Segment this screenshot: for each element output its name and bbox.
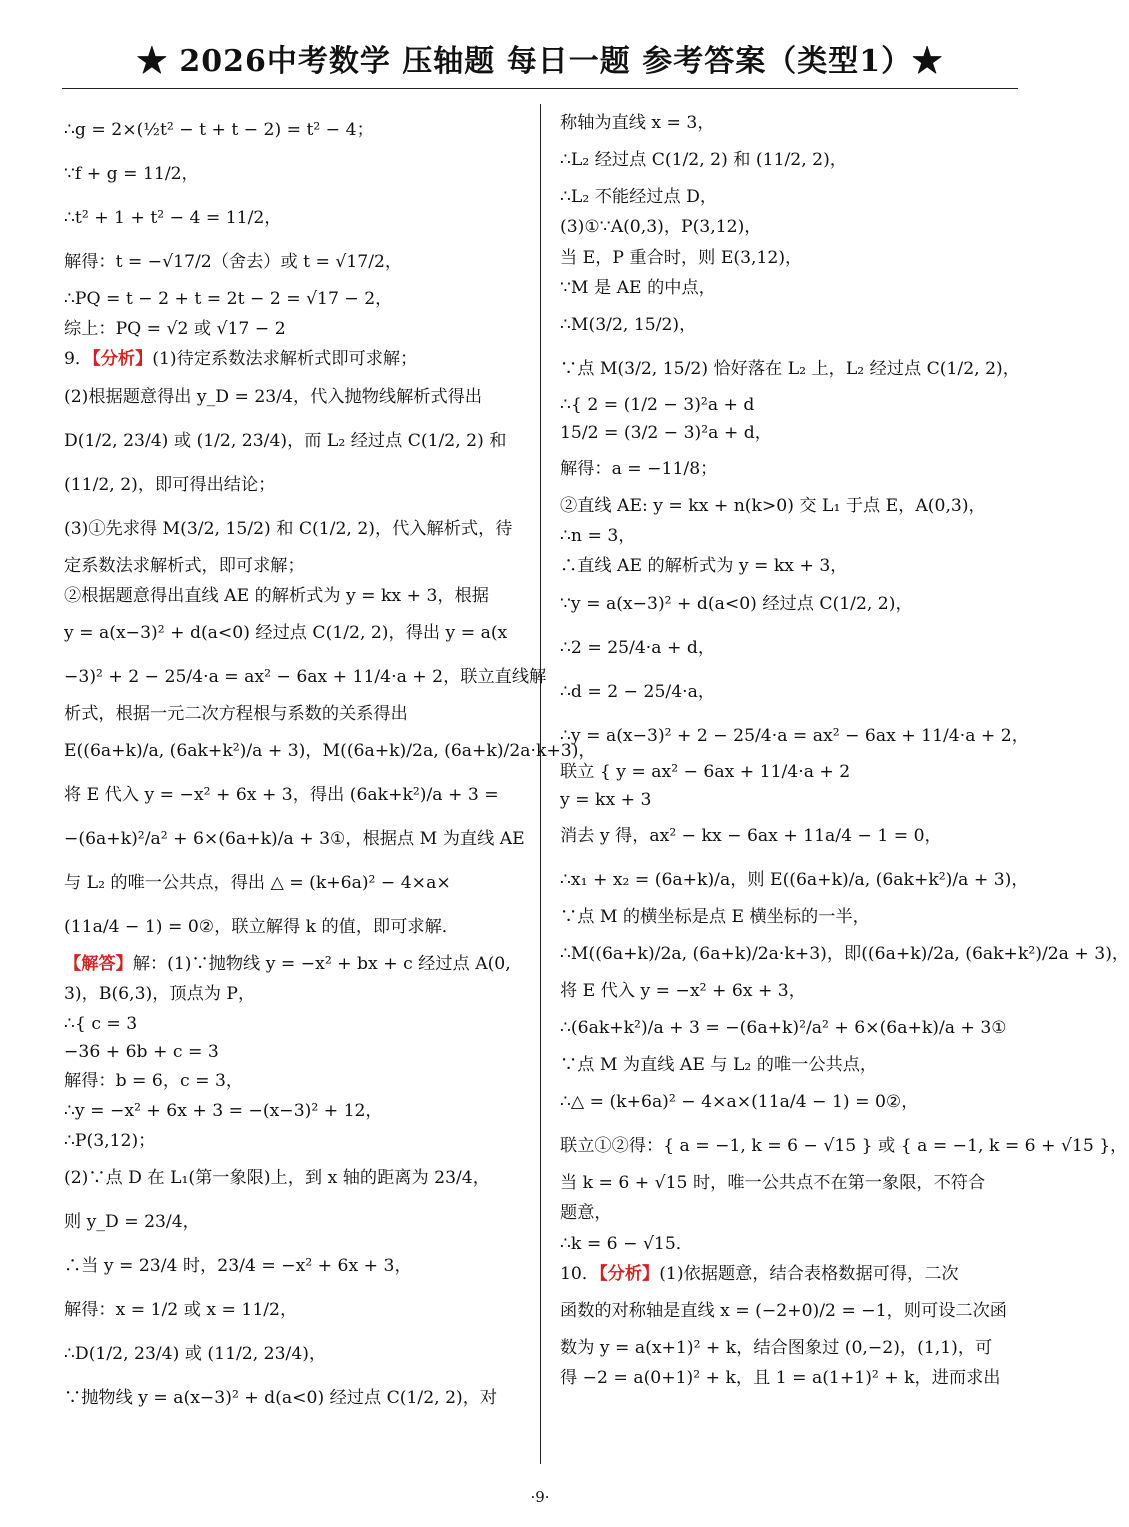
text-line <box>560 1168 1022 1198</box>
text-line <box>560 1229 1022 1259</box>
line-text: (3)①先求得 M(3/2, 15/2) 和 C(1/2, 2)，代入解析式，待 <box>64 518 513 539</box>
text-line <box>64 1010 526 1038</box>
text-line <box>560 714 1029 758</box>
text-line <box>64 861 526 905</box>
line-text: 称轴为直线 x = 3， <box>560 113 715 133</box>
text-line <box>64 1096 526 1126</box>
line-text: ∴当 y = 23/4 时，23/4 = −x² + 6x + 3， <box>64 1256 412 1277</box>
line-text: (11a/4 − 1) = 0②，联立解得 k 的值，即可求解． <box>64 917 459 938</box>
text-line <box>560 303 1022 347</box>
line-text: ∴2 = 25/4·a + d， <box>560 637 716 658</box>
line-text: ∴M((6a+k)/2a, (6a+k)/2a·k+3)，即((6a+k)/2a, (6ak+k²)/2a + 3)， <box>560 943 1129 964</box>
line-text: 当 k = 6 + √15 时，唯一公共点不在第一象限，不符合 <box>560 1173 986 1194</box>
header-divider <box>62 88 1018 89</box>
line-text: 函数的对称轴是直线 x = (−2+0)/2 = −1，则可设二次函 <box>560 1301 1007 1322</box>
problem-number: 9． <box>64 349 93 370</box>
text-line <box>64 729 596 773</box>
text-line <box>64 581 526 611</box>
line-text: (1)待定系数法求解析式即可求解； <box>152 349 418 370</box>
section-tag: 【分析】 <box>599 1263 660 1284</box>
line-text: 解：(1)∵抛物线 y = −x² + bx + c 经过点 A(0, <box>132 954 511 975</box>
text-line <box>560 447 1022 491</box>
text-line <box>64 1156 526 1200</box>
text-line <box>64 949 526 979</box>
text-line <box>64 314 526 344</box>
text-line <box>64 773 526 817</box>
text-line <box>560 976 1022 1006</box>
text-line <box>64 1288 526 1332</box>
line-text: 15/2 = (3/2 − 3)²a + d， <box>560 423 772 444</box>
text-line <box>64 905 526 949</box>
line-text: ∴P(3,12)； <box>64 1131 156 1152</box>
line-text: ∴y = a(x−3)² + 2 − 25/4·a = ax² − 6ax + 11/4·a + 2， <box>560 725 1029 746</box>
text-line <box>560 932 1129 976</box>
text-line <box>560 1124 1128 1168</box>
text-line <box>64 817 526 861</box>
text-line <box>64 196 526 240</box>
line-text: 将 E 代入 y = −x² + 6x + 3， <box>560 980 806 1001</box>
line-text: ∴D(1/2, 23/4) 或 (11/2, 23/4)， <box>64 1344 327 1365</box>
line-text: 解得：x = 1/2 或 x = 11/2， <box>64 1300 298 1321</box>
line-text: 析式，根据一元二次方程根与系数的关系得出 <box>64 704 408 725</box>
text-line <box>64 375 526 419</box>
line-text: (2)∵点 D 在 L₁(第一象限)上，到 x 轴的距离为 23/4， <box>64 1168 490 1189</box>
line-text: 数为 y = a(x+1)² + k，结合图象过 (0,−2)，(1,1)，可 <box>560 1338 993 1359</box>
text-line <box>560 1333 1022 1363</box>
text-line <box>64 1376 526 1420</box>
line-text: ∴g = 2×(½t² − t + t − 2) = t² − 4； <box>64 120 374 140</box>
text-line <box>560 551 1022 581</box>
line-text: ∴k = 6 − √15． <box>560 1233 693 1254</box>
text-line <box>560 491 1022 521</box>
text-line <box>560 273 1022 303</box>
line-text: ∴d = 2 − 25/4·a， <box>560 681 716 702</box>
column-divider <box>540 104 541 1464</box>
line-text: ∴M(3/2, 15/2)， <box>560 315 697 336</box>
line-text: (2)根据题意得出 y_D = 23/4，代入抛物线解析式得出 <box>64 386 483 407</box>
line-text: (1)依据题意，结合表格数据可得，二次 <box>659 1263 959 1284</box>
line-text: ∴(6ak+k²)/a + 3 = −(6a+k)²/a² + 6×(6a+k)/a + 3① <box>560 1018 1007 1039</box>
text-line <box>560 138 1022 182</box>
line-text: y = kx + 3 <box>560 789 652 810</box>
text-line <box>64 344 526 374</box>
text-line <box>64 284 526 314</box>
line-text: 解得：b = 6，c = 3， <box>64 1070 244 1091</box>
line-text: (3)①∵A(0,3)，P(3,12)， <box>560 217 762 238</box>
page-title: ★ 2026中考数学 压轴题 每日一题 参考答案（类型1）★ <box>136 44 944 79</box>
text-line <box>560 626 1022 670</box>
left-column <box>64 108 596 1420</box>
text-line <box>64 1332 526 1376</box>
text-line <box>560 1363 1022 1393</box>
line-text: ∴PQ = t − 2 + t = 2t − 2 = √17 − 2， <box>64 289 393 309</box>
line-text: ∴L₂ 不能经过点 D， <box>560 187 718 208</box>
text-line <box>64 507 526 551</box>
line-text: ∴L₂ 经过点 C(1/2, 2) 和 (11/2, 2)， <box>560 150 847 171</box>
line-text: ∵点 M 的横坐标是点 E 横坐标的一半， <box>560 906 870 927</box>
text-line <box>560 108 1022 138</box>
line-text: ∴n = 3， <box>560 526 636 547</box>
line-text: 消去 y 得，ax² − kx − 6ax + 11a/4 − 1 = 0， <box>560 825 942 846</box>
text-line <box>64 1066 526 1096</box>
text-line <box>560 212 1022 242</box>
text-line <box>64 1038 526 1066</box>
text-line <box>64 551 526 581</box>
text-line <box>560 786 1022 814</box>
line-text: 联立 { y = ax² − 6ax + 11/4·a + 2 <box>560 761 851 782</box>
line-text: ∵点 M(3/2, 15/2) 恰好落在 L₂ 上，L₂ 经过点 C(1/2, 2)， <box>560 359 1020 380</box>
text-line <box>560 758 1022 786</box>
text-line <box>560 858 1029 902</box>
text-line <box>64 1126 526 1156</box>
text-line <box>560 391 1022 419</box>
line-text: ∴{ 2 = (1/2 − 3)²a + d <box>560 395 755 416</box>
text-line <box>560 521 1022 551</box>
line-text: −3)² + 2 − 25/4·a = ax² − 6ax + 11/4·a + 2，联立直线解 <box>64 667 547 688</box>
text-line <box>64 1200 526 1244</box>
text-line <box>64 611 526 655</box>
text-line <box>560 1006 1022 1050</box>
text-line <box>560 902 1022 932</box>
text-line <box>64 419 526 463</box>
section-tag: 【分析】 <box>92 349 153 370</box>
text-line <box>560 582 1022 626</box>
text-line <box>560 1198 1022 1228</box>
line-text: ∴t² + 1 + t² − 4 = 11/2， <box>64 208 282 228</box>
line-text: ∵点 M 为直线 AE 与 L₂ 的唯一公共点， <box>560 1055 878 1076</box>
text-line <box>560 814 1022 858</box>
text-line <box>64 240 526 284</box>
line-text: 当 E，P 重合时，则 E(3,12)， <box>560 247 803 268</box>
line-text: D(1/2, 23/4) 或 (1/2, 23/4)，而 L₂ 经过点 C(1/2, 2) 和 <box>64 430 507 451</box>
line-text: ∴y = −x² + 6x + 3 = −(x−3)² + 12， <box>64 1100 383 1121</box>
line-text: 综上：PQ = √2 或 √17 − 2 <box>64 319 286 340</box>
line-text: 将 E 代入 y = −x² + 6x + 3，得出 (6ak+k²)/a + 3 = <box>64 785 499 806</box>
line-text: 与 L₂ 的唯一公共点，得出 △ = (k+6a)² − 4×a× <box>64 873 451 894</box>
line-text: (11/2, 2)，即可得出结论； <box>64 474 276 495</box>
line-text: ∵f + g = 11/2， <box>64 164 199 184</box>
text-line <box>560 243 1022 273</box>
line-text: 则 y_D = 23/4， <box>64 1212 200 1233</box>
line-text: ∴△ = (k+6a)² − 4×a×(11a/4 − 1) = 0②， <box>560 1092 919 1113</box>
text-line <box>560 182 1022 212</box>
section-tag: 【解答】 <box>64 954 133 975</box>
problem-number: 10． <box>560 1263 600 1284</box>
line-text: 联立①②得：{ a = −1, k = 6 − √15 } 或 { a = −1, k = 6 + √15 }， <box>560 1136 1128 1157</box>
text-line <box>560 670 1022 714</box>
line-text: y = a(x−3)² + d(a<0) 经过点 C(1/2, 2)，得出 y = a(x <box>64 623 508 644</box>
text-line <box>560 1050 1022 1080</box>
line-text: −(6a+k)²/a² + 6×(6a+k)/a + 3①，根据点 M 为直线 AE <box>64 829 525 850</box>
line-text: ∴x₁ + x₂ = (6a+k)/a，则 E((6a+k)/a, (6ak+k²)/a + 3)， <box>560 869 1029 890</box>
line-text: 题意， <box>560 1203 612 1224</box>
text-line <box>560 347 1022 391</box>
text-line <box>560 419 1022 447</box>
line-text: ②直线 AE: y = kx + n(k>0) 交 L₁ 于点 E，A(0,3)， <box>560 496 986 517</box>
line-text: ∵y = a(x−3)² + d(a<0) 经过点 C(1/2, 2)， <box>560 593 913 614</box>
text-line <box>560 1259 1022 1289</box>
text-line <box>64 979 526 1009</box>
right-column <box>560 108 1129 1393</box>
line-text: 定系数法求解析式，即可求解； <box>64 555 305 576</box>
line-text: −36 + 6b + c = 3 <box>64 1041 219 1062</box>
text-line <box>560 1289 1022 1333</box>
page-number: ·9· <box>530 1488 550 1506</box>
line-text: ∵M 是 AE 的中点， <box>560 277 716 298</box>
text-line <box>64 152 526 196</box>
line-text: ②根据题意得出直线 AE 的解析式为 y = kx + 3，根据 <box>64 585 489 606</box>
text-line <box>64 699 526 729</box>
line-text: ∵抛物线 y = a(x−3)² + d(a<0) 经过点 C(1/2, 2)，对 <box>64 1388 498 1409</box>
text-line <box>64 655 547 699</box>
line-text: 解得：t = −√17/2（舍去）或 t = √17/2， <box>64 252 403 272</box>
text-line <box>64 463 526 507</box>
text-line <box>64 1244 526 1288</box>
line-text: ∴直线 AE 的解析式为 y = kx + 3， <box>560 556 848 577</box>
text-line <box>560 1080 1022 1124</box>
line-text: ∴{ c = 3 <box>64 1013 138 1034</box>
line-text: E((6a+k)/a, (6ak+k²)/a + 3)，M((6a+k)/2a, (6a+k)/2a·k+3)， <box>64 741 596 762</box>
line-text: 解得：a = −11/8； <box>560 459 718 480</box>
line-text: 3)，B(6,3)，顶点为 P， <box>64 984 256 1005</box>
line-text: 得 −2 = a(0+1)² + k，且 1 = a(1+1)² + k，进而求出 <box>560 1368 1001 1389</box>
text-line <box>64 108 526 152</box>
